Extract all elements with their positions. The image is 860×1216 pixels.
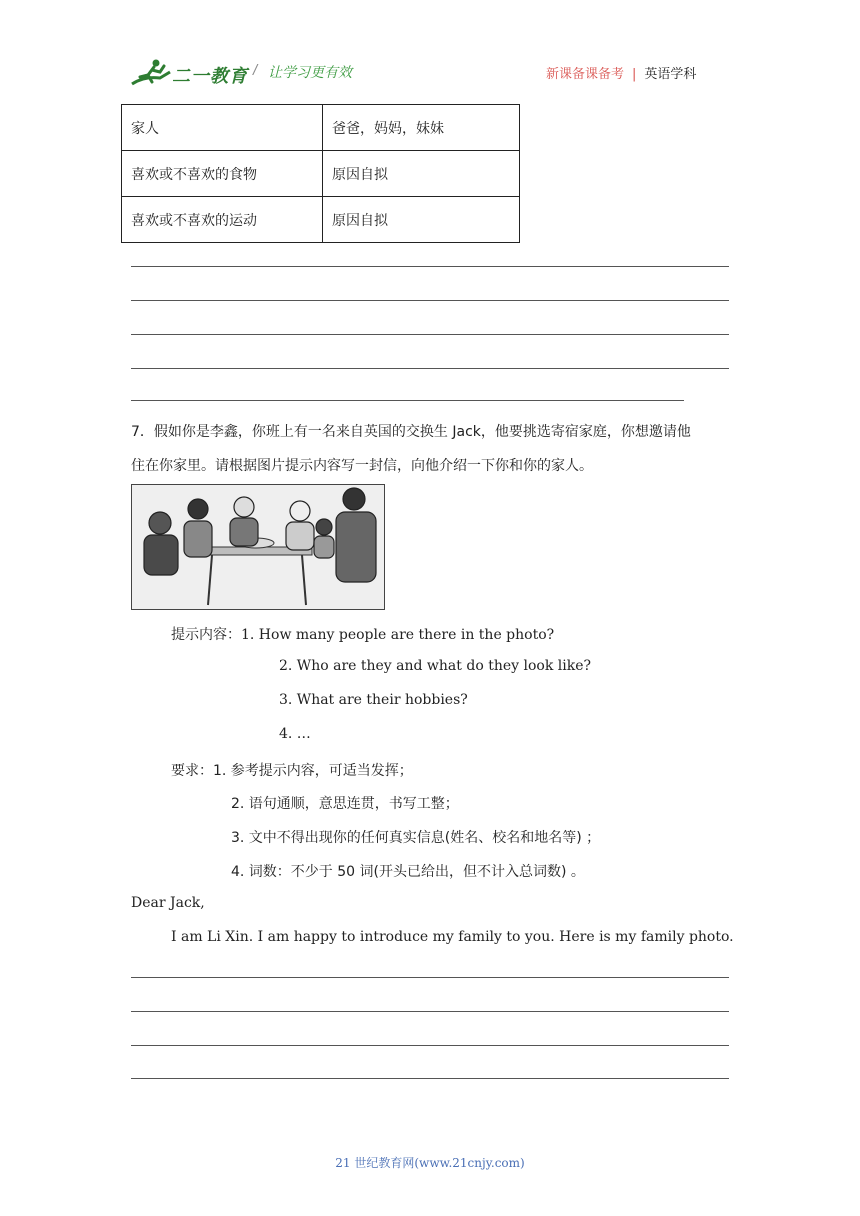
header-course-label: 新课备课备考	[546, 67, 625, 82]
requirement-item: 1. 参考提示内容，可适当发挥；	[213, 763, 413, 779]
hint-item: 2. Who are they and what do they look like?	[279, 658, 591, 674]
letter-opening: I am Li Xin. I am happy to introduce my family to you. Here is my family photo.	[171, 929, 734, 945]
table-cell-label: 喜欢或不喜欢的运动	[122, 197, 323, 243]
header-divider: |	[632, 67, 637, 82]
answer-line[interactable]	[131, 334, 729, 335]
answer-line[interactable]	[131, 1078, 729, 1079]
answer-line[interactable]	[131, 300, 729, 301]
header-subject	[546, 63, 696, 82]
table-cell-value: 爸爸，妈妈，妹妹	[323, 105, 520, 151]
header-slash: /	[253, 62, 258, 79]
hints-label: 提示内容：	[171, 627, 241, 643]
logo-runner-icon	[130, 58, 172, 88]
slogan: 让学习更有效	[268, 65, 352, 81]
question-7-line-2: 住在你家里。请根据图片提示内容写一封信，向他介绍一下你和你的家人。	[131, 458, 593, 474]
requirement-item: 2. 语句通顺，意思连贯，书写工整；	[231, 796, 459, 812]
answer-line[interactable]	[131, 977, 729, 978]
logo-text: 二一教育	[172, 66, 248, 87]
hint-item: 4. …	[279, 726, 311, 742]
answer-line[interactable]	[131, 400, 684, 401]
requirements-label: 要求：	[171, 763, 213, 779]
requirement-item: 3. 文中不得出现你的任何真实信息(姓名、校名和地名等) ；	[231, 830, 601, 846]
answer-line[interactable]	[131, 266, 729, 267]
family-dinner-illustration	[132, 485, 384, 609]
table-row	[122, 197, 520, 243]
header-subject-label: 英语学科	[644, 67, 697, 82]
footer-source: 21 世纪教育网(www.21cnjy.com)	[335, 1156, 525, 1170]
question-7-line-1: 7．假如你是李鑫，你班上有一名来自英国的交换生 Jack，他要挑选寄宿家庭，你想邀请他	[131, 424, 691, 440]
requirements-block	[171, 760, 413, 780]
hints-block	[171, 624, 554, 644]
requirement-item: 4. 词数：不少于 50 词(开头已给出，但不计入总词数) 。	[231, 864, 585, 880]
table-cell-label: 家人	[122, 105, 323, 151]
hint-item: 3. What are their hobbies?	[279, 692, 468, 708]
table-row	[122, 105, 520, 151]
info-table	[121, 104, 520, 243]
table-cell-label: 喜欢或不喜欢的食物	[122, 151, 323, 197]
answer-line[interactable]	[131, 1045, 729, 1046]
table-row	[122, 151, 520, 197]
hint-item: 1. How many people are there in the photo?	[241, 627, 555, 643]
table-cell-value: 原因自拟	[323, 197, 520, 243]
letter-salutation: Dear Jack,	[131, 895, 205, 911]
family-photo	[131, 484, 385, 610]
answer-line[interactable]	[131, 368, 729, 369]
answer-line[interactable]	[131, 1011, 729, 1012]
table-cell-value: 原因自拟	[323, 151, 520, 197]
